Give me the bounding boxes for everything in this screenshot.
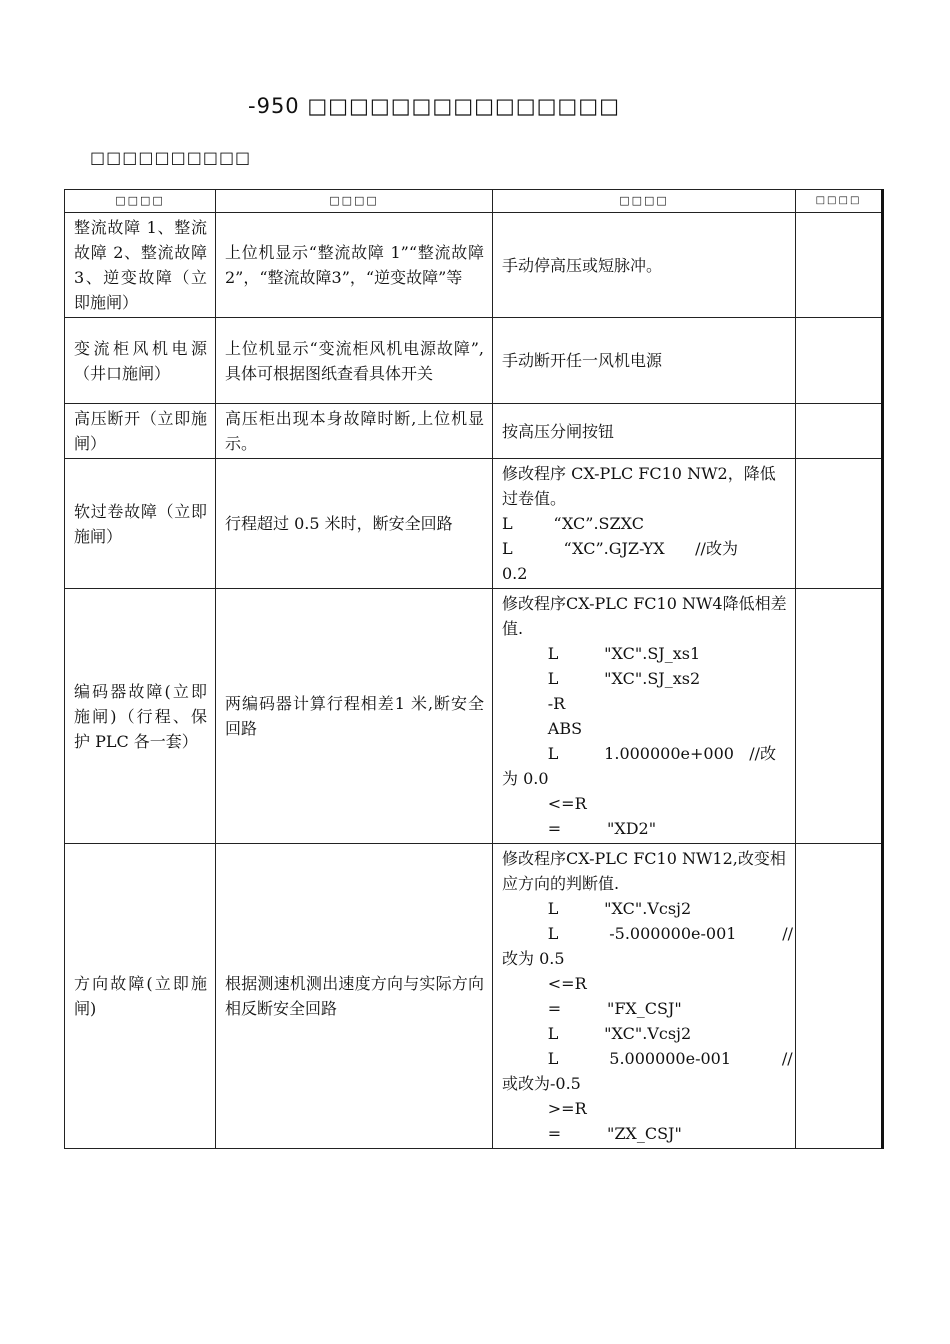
fault-method-cell — [493, 404, 796, 459]
method-line: = "ZX_CSJ" — [502, 1124, 682, 1143]
fault-name-cell: 编码器故障(立即施闸)（行程、保护 PLC 各一套） — [65, 589, 216, 844]
method-line: L "XC".SJ_xs1 — [502, 644, 701, 663]
column-header: □□□□ — [216, 190, 493, 213]
method-line: L "XC".Vcsj2 — [502, 899, 692, 918]
fault-condition-cell: 上位机显示“整流故障 1”“整流故障2”，“整流故障3”，“逆变故障”等 — [216, 213, 493, 318]
fault-method-cell — [493, 844, 796, 1149]
method-line: 修改程序CX-PLC FC10 NW4降低相差值. — [502, 594, 787, 638]
fault-note-cell — [796, 213, 883, 318]
table-row — [65, 213, 883, 318]
fault-name-cell: 整流故障 1、整流故障 2、整流故障 3、逆变故障（立即施闸） — [65, 213, 216, 318]
table-row — [65, 459, 883, 589]
method-line: ABS — [502, 719, 583, 738]
method-line: <=R — [502, 974, 587, 993]
fault-name-cell: 变流柜风机电源（井口施闸） — [65, 318, 216, 404]
fault-note-cell — [796, 404, 883, 459]
fault-note-cell — [796, 589, 883, 844]
table-row — [65, 589, 883, 844]
fault-method-cell — [493, 318, 796, 404]
method-line: L "XC".Vcsj2 — [502, 1024, 692, 1043]
method-line: -R — [502, 694, 566, 713]
method-line: L 5.000000e-001 // — [502, 1049, 793, 1068]
fault-note-cell — [796, 459, 883, 589]
method-line: >=R — [502, 1099, 587, 1118]
fault-method-cell — [493, 459, 796, 589]
fault-condition-cell: 行程超过 0.5 米时，断安全回路 — [216, 459, 493, 589]
method-line: 修改程序CX-PLC FC10 NW12,改变相应方向的判断值. — [502, 849, 786, 893]
method-line: L 1.000000e+000 //改 — [502, 744, 776, 763]
fault-method-cell — [493, 589, 796, 844]
method-line: 手动停高压或短脉冲。 — [502, 255, 663, 275]
table-row — [65, 318, 883, 404]
method-line: L -5.000000e-001 // — [502, 924, 793, 943]
method-line: = "FX_CSJ" — [502, 999, 682, 1018]
fault-name-cell: 方向故障(立即施闸) — [65, 844, 216, 1149]
method-line: 为 0.0 — [502, 769, 549, 788]
method-line: 或改为-0.5 — [502, 1074, 581, 1093]
fault-note-cell — [796, 844, 883, 1149]
table-header-row — [65, 190, 883, 213]
column-header: □□□□ — [493, 190, 796, 213]
method-line: 0.2 — [502, 564, 528, 583]
method-line: L “XC”.SZXC — [502, 514, 644, 533]
fault-note-cell — [796, 318, 883, 404]
table-row — [65, 404, 883, 459]
fault-condition-cell: 两编码器计算行程相差1 米,断安全回路 — [216, 589, 493, 844]
method-line: 按高压分闸按钮 — [502, 421, 615, 441]
column-header: □□□□ — [65, 190, 216, 213]
fault-condition-cell: 根据测速机测出速度方向与实际方向相反断安全回路 — [216, 844, 493, 1149]
method-line: 改为 0.5 — [502, 949, 565, 968]
method-line: 手动断开任一风机电源 — [502, 351, 663, 370]
method-line: <=R — [502, 794, 587, 813]
method-line: L "XC".SJ_xs2 — [502, 669, 701, 688]
table-row — [65, 844, 883, 1149]
fault-method-cell — [493, 213, 796, 318]
method-line: 修改程序 CX-PLC FC10 NW2，降低过卷值。 — [502, 464, 776, 508]
fault-condition-cell: 上位机显示“变流柜风机电源故障”,具体可根据图纸查看具体开关 — [216, 318, 493, 404]
fault-table — [64, 189, 884, 1149]
fault-condition-cell: 高压柜出现本身故障时断,上位机显示。 — [216, 404, 493, 459]
fault-name-cell: 高压断开（立即施闸） — [65, 404, 216, 459]
page-title: -950 □□□□□□□□□□□□□□□ — [248, 94, 620, 118]
fault-name-cell: 软过卷故障（立即施闸） — [65, 459, 216, 589]
section-subtitle: □□□□□□□□□□ — [90, 148, 252, 167]
method-line: = "XD2" — [502, 819, 657, 838]
method-line: L “XC”.GJZ-YX //改为 — [502, 539, 738, 558]
column-header: □□□□ — [796, 190, 883, 213]
